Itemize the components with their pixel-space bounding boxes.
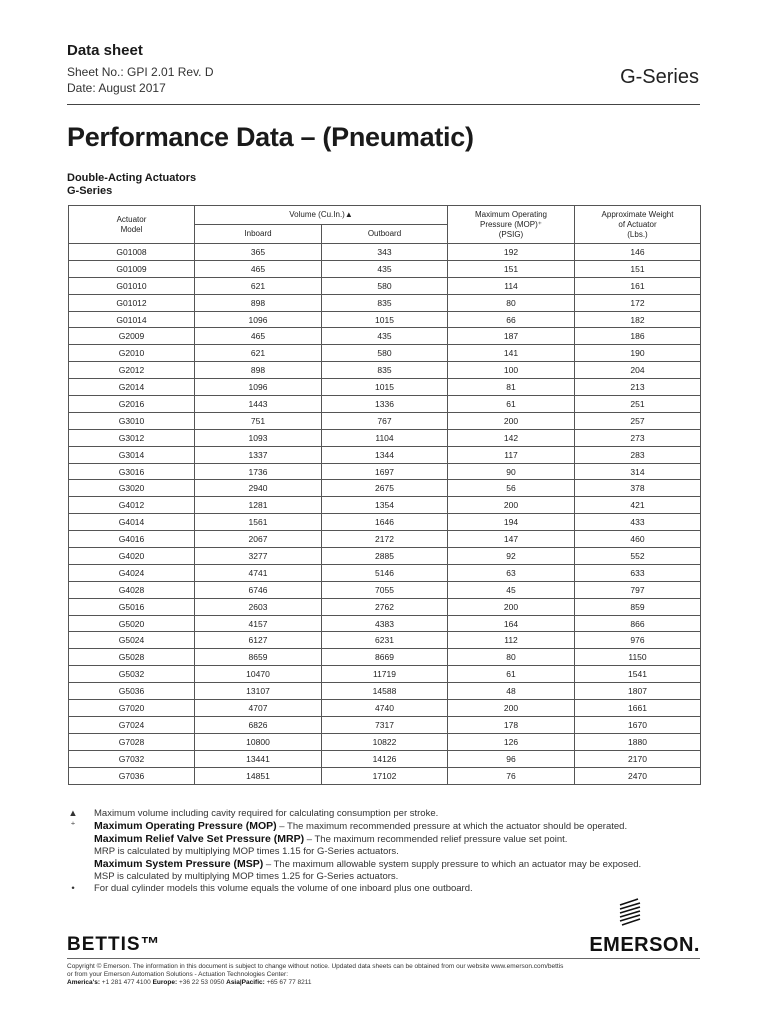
cell-weight: 186 bbox=[575, 328, 701, 345]
cell-outboard: 1336 bbox=[322, 396, 448, 413]
cell-model: G4028 bbox=[69, 581, 195, 598]
footnotes bbox=[68, 808, 708, 895]
table-row bbox=[69, 328, 701, 345]
header-divider bbox=[67, 104, 700, 105]
cell-inboard: 4741 bbox=[195, 564, 322, 581]
header-inboard: Inboard bbox=[195, 225, 322, 244]
cell-inboard: 10470 bbox=[195, 666, 322, 683]
cell-mop: 194 bbox=[448, 514, 575, 531]
table-row bbox=[69, 345, 701, 362]
cell-model: G2010 bbox=[69, 345, 195, 362]
cell-weight: 190 bbox=[575, 345, 701, 362]
cell-weight: 1150 bbox=[575, 649, 701, 666]
cell-weight: 257 bbox=[575, 412, 701, 429]
footnote-text: Maximum volume including cavity required for calculating consumption per stroke. bbox=[94, 808, 439, 819]
cell-outboard: 14588 bbox=[322, 683, 448, 700]
cell-inboard: 1561 bbox=[195, 514, 322, 531]
table-row bbox=[69, 716, 701, 733]
cell-model: G4016 bbox=[69, 531, 195, 548]
table-row bbox=[69, 379, 701, 396]
sheet-number: Sheet No.: GPI 2.01 Rev. D bbox=[67, 65, 214, 79]
header-mop: Maximum Operating Pressure (MOP)⁺ (PSIG) bbox=[448, 206, 575, 244]
footnote-line bbox=[68, 820, 708, 833]
cell-outboard: 1015 bbox=[322, 379, 448, 396]
cell-weight: 273 bbox=[575, 429, 701, 446]
cell-weight: 1880 bbox=[575, 733, 701, 750]
emerson-logo-icon bbox=[616, 895, 644, 929]
cell-outboard: 435 bbox=[322, 260, 448, 277]
contact-numbers: America's: +1 281 477 4100 Europe: +36 22 53 0950 Asia|Pacific: +65 67 77 8211 bbox=[67, 979, 312, 986]
cell-mop: 117 bbox=[448, 446, 575, 463]
bettis-logo: BETTIS™ bbox=[67, 934, 161, 955]
cell-outboard: 4740 bbox=[322, 700, 448, 717]
data-sheet-label: Data sheet bbox=[67, 42, 143, 59]
cell-outboard: 7055 bbox=[322, 581, 448, 598]
cell-mop: 141 bbox=[448, 345, 575, 362]
cell-model: G3016 bbox=[69, 463, 195, 480]
cell-weight: 421 bbox=[575, 497, 701, 514]
cell-weight: 460 bbox=[575, 531, 701, 548]
cell-mop: 96 bbox=[448, 750, 575, 767]
table-row bbox=[69, 598, 701, 615]
cell-model: G3012 bbox=[69, 429, 195, 446]
cell-mop: 80 bbox=[448, 294, 575, 311]
cell-outboard: 435 bbox=[322, 328, 448, 345]
cell-weight: 633 bbox=[575, 564, 701, 581]
cell-model: G2016 bbox=[69, 396, 195, 413]
cell-inboard: 1736 bbox=[195, 463, 322, 480]
cell-outboard: 2675 bbox=[322, 480, 448, 497]
footnote-term: Maximum Relief Valve Set Pressure (MRP) bbox=[94, 833, 305, 845]
footnote-text: – The maximum recommended relief pressure value set point. bbox=[304, 834, 568, 845]
cell-inboard: 2067 bbox=[195, 531, 322, 548]
cell-weight: 1670 bbox=[575, 716, 701, 733]
copyright-text: Copyright © Emerson. The information in this document is subject to change without notice. Updated data sheets can be obtained from our website www.emerson.com/bettis or from your Emerson Automation Solutions - Actuation Technologies Center: bbox=[67, 963, 564, 978]
cell-weight: 859 bbox=[575, 598, 701, 615]
cell-weight: 552 bbox=[575, 548, 701, 565]
cell-outboard: 580 bbox=[322, 345, 448, 362]
cell-model: G5036 bbox=[69, 683, 195, 700]
cell-weight: 2170 bbox=[575, 750, 701, 767]
cell-mop: 200 bbox=[448, 598, 575, 615]
cell-outboard: 5146 bbox=[322, 564, 448, 581]
table-row bbox=[69, 750, 701, 767]
cell-outboard: 580 bbox=[322, 277, 448, 294]
table-row bbox=[69, 362, 701, 379]
cell-mop: 200 bbox=[448, 497, 575, 514]
table-row bbox=[69, 446, 701, 463]
cell-inboard: 1337 bbox=[195, 446, 322, 463]
footnote-marker: ▲ bbox=[68, 808, 78, 819]
cell-weight: 172 bbox=[575, 294, 701, 311]
table-row bbox=[69, 564, 701, 581]
cell-model: G5032 bbox=[69, 666, 195, 683]
cell-weight: 1807 bbox=[575, 683, 701, 700]
cell-outboard: 7317 bbox=[322, 716, 448, 733]
cell-model: G01009 bbox=[69, 260, 195, 277]
table-row bbox=[69, 615, 701, 632]
cell-model: G4020 bbox=[69, 548, 195, 565]
cell-mop: 61 bbox=[448, 396, 575, 413]
footnote-text: MSP is calculated by multiplying MOP times 1.25 for G-Series actuators. bbox=[94, 871, 399, 882]
cell-inboard: 898 bbox=[195, 362, 322, 379]
header-weight: Approximate Weight of Actuator (Lbs.) bbox=[575, 206, 701, 244]
cell-inboard: 898 bbox=[195, 294, 322, 311]
performance-table bbox=[68, 205, 701, 785]
emerson-logo: EMERSON. bbox=[589, 934, 700, 956]
cell-weight: 1541 bbox=[575, 666, 701, 683]
table-row bbox=[69, 396, 701, 413]
header-volume: Volume (Cu.In.)▲ bbox=[195, 206, 448, 225]
footnote-line bbox=[68, 833, 708, 846]
cell-mop: 142 bbox=[448, 429, 575, 446]
cell-inboard: 621 bbox=[195, 345, 322, 362]
cell-outboard: 343 bbox=[322, 244, 448, 261]
cell-inboard: 13441 bbox=[195, 750, 322, 767]
cell-inboard: 6127 bbox=[195, 632, 322, 649]
cell-mop: 151 bbox=[448, 260, 575, 277]
table-row bbox=[69, 277, 701, 294]
footnote-line bbox=[68, 858, 708, 871]
cell-mop: 81 bbox=[448, 379, 575, 396]
cell-model: G01008 bbox=[69, 244, 195, 261]
table-row bbox=[69, 429, 701, 446]
cell-model: G01014 bbox=[69, 311, 195, 328]
table-row bbox=[69, 767, 701, 784]
cell-mop: 192 bbox=[448, 244, 575, 261]
cell-outboard: 1354 bbox=[322, 497, 448, 514]
table-row bbox=[69, 294, 701, 311]
cell-weight: 433 bbox=[575, 514, 701, 531]
footnote-marker: ⁺ bbox=[70, 820, 76, 831]
cell-outboard: 2762 bbox=[322, 598, 448, 615]
table-row bbox=[69, 700, 701, 717]
cell-inboard: 1443 bbox=[195, 396, 322, 413]
cell-inboard: 6746 bbox=[195, 581, 322, 598]
table-row bbox=[69, 649, 701, 666]
cell-weight: 378 bbox=[575, 480, 701, 497]
cell-model: G4012 bbox=[69, 497, 195, 514]
cell-model: G5024 bbox=[69, 632, 195, 649]
cell-inboard: 2940 bbox=[195, 480, 322, 497]
cell-inboard: 2603 bbox=[195, 598, 322, 615]
cell-inboard: 1096 bbox=[195, 311, 322, 328]
cell-model: G2012 bbox=[69, 362, 195, 379]
cell-mop: 76 bbox=[448, 767, 575, 784]
sheet-date: Date: August 2017 bbox=[67, 81, 166, 95]
cell-outboard: 1104 bbox=[322, 429, 448, 446]
cell-model: G7020 bbox=[69, 700, 195, 717]
table-row bbox=[69, 480, 701, 497]
cell-inboard: 3277 bbox=[195, 548, 322, 565]
table-row bbox=[69, 632, 701, 649]
cell-mop: 56 bbox=[448, 480, 575, 497]
page-title: Performance Data – (Pneumatic) bbox=[67, 122, 474, 152]
cell-model: G3020 bbox=[69, 480, 195, 497]
cell-mop: 126 bbox=[448, 733, 575, 750]
cell-model: G7036 bbox=[69, 767, 195, 784]
cell-mop: 187 bbox=[448, 328, 575, 345]
cell-weight: 204 bbox=[575, 362, 701, 379]
cell-mop: 45 bbox=[448, 581, 575, 598]
cell-inboard: 751 bbox=[195, 412, 322, 429]
cell-outboard: 1015 bbox=[322, 311, 448, 328]
cell-weight: 151 bbox=[575, 260, 701, 277]
table-row bbox=[69, 260, 701, 277]
footnote-marker: • bbox=[71, 883, 75, 894]
cell-model: G3010 bbox=[69, 412, 195, 429]
footnote-text: – The maximum allowable system supply pressure to which an actuator may be exposed. bbox=[263, 859, 642, 870]
table-row bbox=[69, 581, 701, 598]
cell-model: G4024 bbox=[69, 564, 195, 581]
cell-inboard: 621 bbox=[195, 277, 322, 294]
table-subtitle: Double-Acting Actuators bbox=[67, 172, 197, 184]
cell-mop: 112 bbox=[448, 632, 575, 649]
cell-weight: 283 bbox=[575, 446, 701, 463]
cell-model: G5028 bbox=[69, 649, 195, 666]
cell-outboard: 4383 bbox=[322, 615, 448, 632]
table-row bbox=[69, 497, 701, 514]
cell-weight: 146 bbox=[575, 244, 701, 261]
table-row bbox=[69, 733, 701, 750]
cell-weight: 213 bbox=[575, 379, 701, 396]
cell-outboard: 767 bbox=[322, 412, 448, 429]
header-outboard: Outboard bbox=[322, 225, 448, 244]
cell-model: G2014 bbox=[69, 379, 195, 396]
cell-model: G5016 bbox=[69, 598, 195, 615]
cell-mop: 114 bbox=[448, 277, 575, 294]
cell-inboard: 4157 bbox=[195, 615, 322, 632]
table-row bbox=[69, 514, 701, 531]
table-row bbox=[69, 531, 701, 548]
cell-model: G7028 bbox=[69, 733, 195, 750]
cell-model: G2009 bbox=[69, 328, 195, 345]
footnote-term: Maximum System Pressure (MSP) bbox=[94, 858, 264, 870]
cell-weight: 866 bbox=[575, 615, 701, 632]
cell-mop: 178 bbox=[448, 716, 575, 733]
cell-mop: 92 bbox=[448, 548, 575, 565]
cell-model: G4014 bbox=[69, 514, 195, 531]
cell-weight: 182 bbox=[575, 311, 701, 328]
footnote-text: – The maximum recommended pressure at which the actuator should be operated. bbox=[276, 821, 628, 832]
cell-mop: 66 bbox=[448, 311, 575, 328]
footnote-line bbox=[68, 808, 708, 820]
table-row bbox=[69, 244, 701, 261]
cell-model: G5020 bbox=[69, 615, 195, 632]
cell-outboard: 2172 bbox=[322, 531, 448, 548]
cell-outboard: 6231 bbox=[322, 632, 448, 649]
cell-inboard: 1096 bbox=[195, 379, 322, 396]
cell-model: G3014 bbox=[69, 446, 195, 463]
cell-outboard: 835 bbox=[322, 362, 448, 379]
cell-outboard: 11719 bbox=[322, 666, 448, 683]
cell-inboard: 8659 bbox=[195, 649, 322, 666]
cell-mop: 200 bbox=[448, 412, 575, 429]
cell-inboard: 465 bbox=[195, 328, 322, 345]
cell-inboard: 1093 bbox=[195, 429, 322, 446]
table-row bbox=[69, 666, 701, 683]
table-row bbox=[69, 412, 701, 429]
footnote-term: Maximum Operating Pressure (MOP) bbox=[94, 820, 277, 832]
table-row bbox=[69, 683, 701, 700]
cell-outboard: 1697 bbox=[322, 463, 448, 480]
cell-mop: 63 bbox=[448, 564, 575, 581]
series-label: G-Series bbox=[620, 66, 699, 88]
cell-mop: 100 bbox=[448, 362, 575, 379]
table-row bbox=[69, 548, 701, 565]
footnote-line bbox=[68, 871, 708, 883]
cell-mop: 200 bbox=[448, 700, 575, 717]
cell-weight: 1661 bbox=[575, 700, 701, 717]
cell-model: G01010 bbox=[69, 277, 195, 294]
cell-outboard: 17102 bbox=[322, 767, 448, 784]
footnote-text: MRP is calculated by multiplying MOP times 1.15 for G-Series actuators. bbox=[94, 846, 399, 857]
cell-weight: 797 bbox=[575, 581, 701, 598]
cell-outboard: 1344 bbox=[322, 446, 448, 463]
cell-mop: 48 bbox=[448, 683, 575, 700]
cell-outboard: 10822 bbox=[322, 733, 448, 750]
cell-mop: 90 bbox=[448, 463, 575, 480]
cell-inboard: 14851 bbox=[195, 767, 322, 784]
cell-inboard: 6826 bbox=[195, 716, 322, 733]
cell-weight: 2470 bbox=[575, 767, 701, 784]
cell-mop: 147 bbox=[448, 531, 575, 548]
cell-inboard: 365 bbox=[195, 244, 322, 261]
cell-outboard: 835 bbox=[322, 294, 448, 311]
cell-weight: 314 bbox=[575, 463, 701, 480]
footer-divider bbox=[67, 958, 700, 959]
footnote-line bbox=[68, 883, 708, 895]
cell-inboard: 465 bbox=[195, 260, 322, 277]
cell-model: G01012 bbox=[69, 294, 195, 311]
header-actuator-model: Actuator Model bbox=[69, 206, 195, 244]
table-body bbox=[69, 244, 701, 785]
cell-inboard: 1281 bbox=[195, 497, 322, 514]
cell-weight: 976 bbox=[575, 632, 701, 649]
cell-model: G7032 bbox=[69, 750, 195, 767]
cell-outboard: 8669 bbox=[322, 649, 448, 666]
table-row bbox=[69, 311, 701, 328]
cell-mop: 80 bbox=[448, 649, 575, 666]
cell-inboard: 13107 bbox=[195, 683, 322, 700]
footnote-line bbox=[68, 846, 708, 858]
cell-inboard: 4707 bbox=[195, 700, 322, 717]
table-series-subtitle: G-Series bbox=[67, 185, 113, 197]
cell-weight: 251 bbox=[575, 396, 701, 413]
cell-inboard: 10800 bbox=[195, 733, 322, 750]
cell-outboard: 14126 bbox=[322, 750, 448, 767]
cell-mop: 164 bbox=[448, 615, 575, 632]
cell-outboard: 1646 bbox=[322, 514, 448, 531]
table-row bbox=[69, 463, 701, 480]
footnote-text: For dual cylinder models this volume equals the volume of one inboard plus one outboard. bbox=[94, 883, 473, 894]
cell-outboard: 2885 bbox=[322, 548, 448, 565]
cell-mop: 61 bbox=[448, 666, 575, 683]
cell-weight: 161 bbox=[575, 277, 701, 294]
cell-model: G7024 bbox=[69, 716, 195, 733]
